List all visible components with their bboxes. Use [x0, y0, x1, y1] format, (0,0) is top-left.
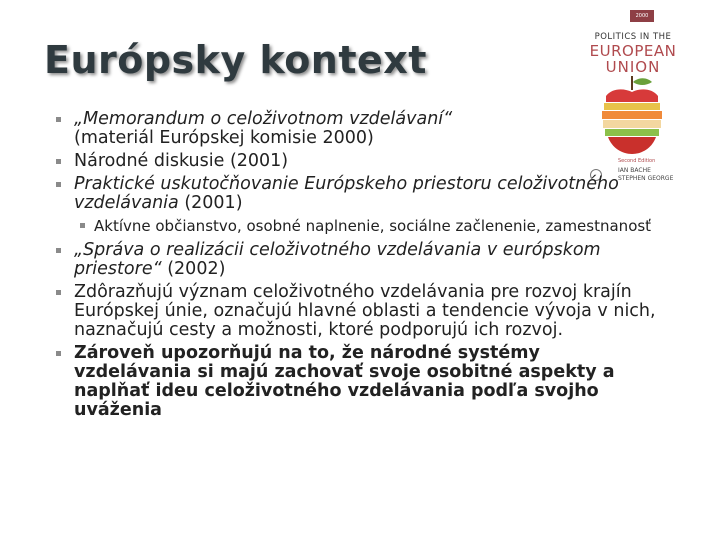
book-author2: STEPHEN GEORGE — [618, 175, 674, 182]
list-item: Národné diskusie (2001) — [50, 152, 660, 171]
book-title-line2: EUROPEAN — [589, 42, 677, 60]
list-item: Zdôrazňujú význam celoživotného vzdelávania pre rozvoj krajín Európskej únie, označujú hlavné oblasti a tendencie vývoja v nich, naznačujú cesty a možnosti, ktoré podporujú ich rozvoj. — [50, 283, 660, 340]
book-edition: Second Edition — [618, 158, 656, 164]
slide-content — [50, 110, 660, 424]
book-badge: 2000 2001 — [630, 10, 654, 22]
bullet-icon — [56, 117, 61, 122]
book-title-line1: POLITICS IN THE — [594, 32, 672, 42]
book-author1: IAN BACHE — [618, 167, 651, 174]
list-item: „Memorandum o celoživotnom vzdelávaní“ (materiál Európskej komisie 2000) — [50, 110, 660, 148]
slide-title: Európsky kontext — [44, 38, 427, 82]
sub-list-item: Aktívne občianstvo, osobné naplnenie, sociálne začlenenie, zamestnanosť — [50, 219, 660, 233]
sub-bullet-icon — [80, 223, 85, 228]
list-item: Zároveň upozorňujú na to, že národné systémy vzdelávania si majú zachovať svoje osobitné aspekty a naplňať ideu celoživotného vzdelávania podľa svojho uváženia — [50, 344, 660, 420]
list-item: Praktické uskutočňovanie Európskeho priestoru celoživotného vzdelávania (2001) — [50, 175, 660, 213]
bullet-icon — [56, 290, 61, 295]
bullet-icon — [56, 159, 61, 164]
book-title-line3: UNION — [605, 58, 661, 76]
bullet-icon — [56, 351, 61, 356]
bullet-icon — [56, 248, 61, 253]
bullet-icon — [56, 182, 61, 187]
list-item: „Správa o realizácii celoživotného vzdelávania v európskom priestore“ (2002) — [50, 241, 660, 279]
